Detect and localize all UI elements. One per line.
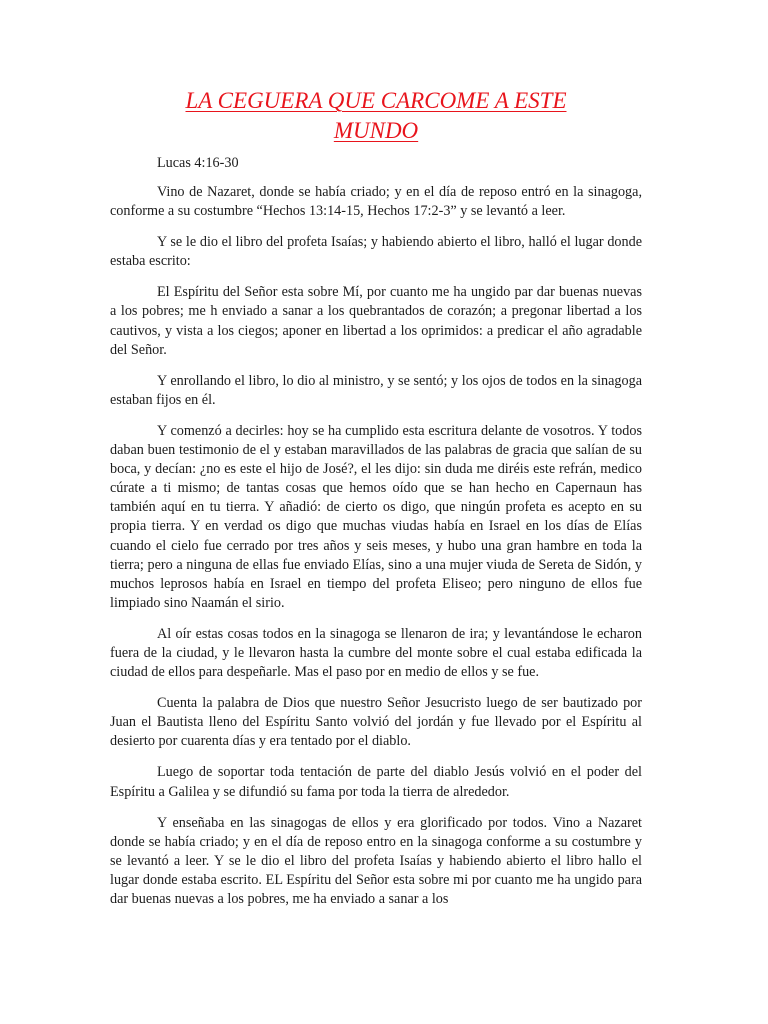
paragraph-9: Y enseñaba en las sinagogas de ellos y era glorificado por todos. Vino a Nazaret donde se había criado; y en el día de reposo entro en la sinagoga conforme a su costumbre y se levantó a leer. Y se le dio el libro del profeta Isaías y habiendo abierto el libro hallo el lugar donde estaba escrito. EL Espíritu del Señor esta sobre mi por cuanto me ha ungido para dar buenas nuevas a los pobres, me ha enviado a sanar a los: [110, 814, 642, 907]
title-line-2: MUNDO: [333, 118, 419, 143]
paragraph-3: El Espíritu del Señor esta sobre Mí, por cuanto me ha ungido par dar buenas nuevas a los pobres; me h enviado a sanar a los quebrantados de corazón; a pregonar libertad a los cautivos, y vista a los ciegos; aponer en libertad a los oprimidos: a predicar el año agradable del Señor.: [110, 284, 642, 358]
title-line-1: LA CEGUERA QUE CARCOME A ESTE: [185, 88, 567, 113]
document-title: [110, 86, 642, 146]
paragraph-6: Al oír estas cosas todos en la sinagoga se llenaron de ira; y levantándose le echaron fuera de la ciudad, y le llevaron hasta la cumbre del monte sobre el cual estaba edificada la ciudad de ellos para despeñarle. Mas el paso por en medio de ellos y se fue.: [110, 625, 642, 681]
paragraph-5: Y comenzó a decirles: hoy se ha cumplido esta escritura delante de vosotros. Y todos daban buen testimonio de el y estaban maravillados de las palabras de gracia que salían de su boca, y decían: ¿no es este el hijo de José?, el les dijo: sin duda me diréis este refrán, medico cúrate a ti mismo; de tantas cosas que hemos oído que se han hecho en Capernaun has también aquí en tu tierra. Y añadió: de cierto os digo, que ningún profeta es acepto en su propia tierra. Y en verdad os digo que muchas viudas había en Israel en los días de Elías cuando el cielo fue cerrado por tres años y seis meses, y hubo una gran hambre en toda la tierra; pero a ninguna de ellas fue enviado Elías, sino a una mujer viuda de Sereta de Sidón, y muchos leprosos había en Israel en tiempo del profeta Eliseo; pero ninguno de ellos fue limpiado sino Naamán el sirio.: [110, 422, 642, 611]
scripture-reference: Lucas 4:16-30: [157, 155, 239, 171]
paragraph-2: Y se le dio el libro del profeta Isaías; y habiendo abierto el libro, halló el lugar donde estaba escrito:: [110, 234, 642, 270]
document-page: [110, 86, 642, 909]
paragraph-7: Cuenta la palabra de Dios que nuestro Señor Jesucristo luego de ser bautizado por Juan el Bautista lleno del Espíritu Santo volvió del jordán y fue llevado por el Espíritu al desierto por cuarenta días y era tentado por el diablo.: [110, 695, 642, 750]
paragraph-8: Luego de soportar toda tentación de parte del diablo Jesús volvió en el poder del Espíritu a Galilea y se difundió su fama por toda la tierra de alrededor.: [110, 764, 642, 800]
paragraph-4: Y enrollando el libro, lo dio al ministro, y se sentó; y los ojos de todos en la sinagoga estaban fijos en él.: [110, 372, 642, 408]
paragraph-1: Vino de Nazaret, donde se había criado; y en el día de reposo entró en la sinagoga, conforme a su costumbre “Hechos 13:14-15, Hechos 17:2-3” y se levantó a leer.: [110, 184, 642, 220]
